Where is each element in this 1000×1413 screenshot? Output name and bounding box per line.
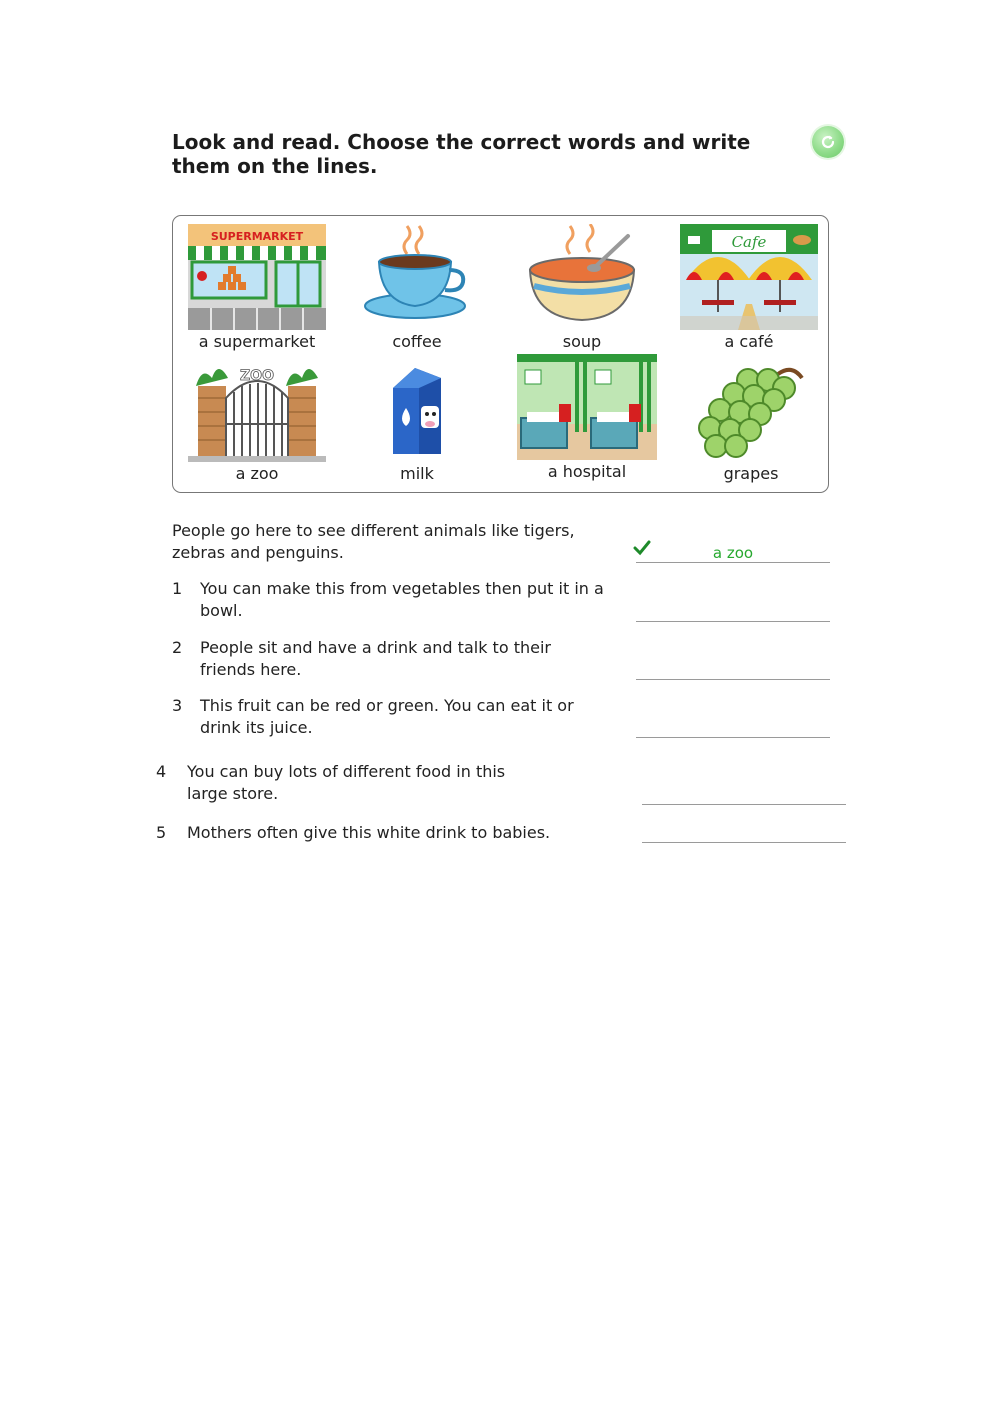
zoo-gate-icon xyxy=(188,358,326,462)
example-answer-line xyxy=(636,562,830,563)
question-number: 2 xyxy=(172,638,183,657)
cafe-icon xyxy=(680,224,818,330)
replay-button[interactable] xyxy=(812,126,844,158)
question-prompt: You can buy lots of different food in this large store. xyxy=(187,762,506,803)
example-answer: a zoo xyxy=(712,544,754,562)
svg-text:ZOO: ZOO xyxy=(240,368,274,384)
question-number: 5 xyxy=(156,823,167,842)
instructions-title: Look and read. Choose the correct words and write them on the lines. xyxy=(172,130,751,178)
grapes-icon xyxy=(686,358,816,462)
word-bank-item-cafe xyxy=(679,224,819,351)
word-bank-item-supermarket xyxy=(187,224,327,351)
svg-text:SUPERMARKET: SUPERMARKET xyxy=(210,230,304,243)
question-prompt: This fruit can be red or green. You can eat it or drink its juice. xyxy=(200,696,574,737)
word-bank-item-milk xyxy=(347,358,487,483)
word-bank-item-hospital xyxy=(517,354,657,481)
word-bank-item-grapes xyxy=(681,358,821,483)
answer-input-4[interactable] xyxy=(642,804,846,805)
word-bank-item-soup xyxy=(512,224,652,351)
word-label: a café xyxy=(724,332,774,351)
word-label: a supermarket xyxy=(198,332,316,351)
word-label: soup xyxy=(562,332,602,351)
milk-carton-icon xyxy=(357,358,477,462)
svg-text:Cafe: Cafe xyxy=(731,233,767,251)
soup-bowl-icon xyxy=(522,224,642,330)
coffee-cup-icon xyxy=(357,224,477,330)
word-label: a zoo xyxy=(235,464,279,483)
word-label: milk xyxy=(400,464,434,483)
replay-icon xyxy=(818,132,838,152)
example-prompt: People go here to see different animals like tigers, zebras and penguins. xyxy=(172,521,575,562)
answer-input-2[interactable] xyxy=(636,679,830,680)
question-prompt: Mothers often give this white drink to babies. xyxy=(187,823,551,842)
word-label: a hospital xyxy=(547,462,627,481)
question-prompt: People sit and have a drink and talk to their friends here. xyxy=(200,638,551,679)
answer-input-3[interactable] xyxy=(636,737,830,738)
answer-input-5[interactable] xyxy=(642,842,846,843)
question-number: 1 xyxy=(172,579,183,598)
word-bank-item-zoo xyxy=(187,358,327,483)
question-number: 4 xyxy=(156,762,167,781)
word-bank xyxy=(172,215,829,493)
question-prompt: You can make this from vegetables then put it in a bowl. xyxy=(200,579,604,620)
question-number: 3 xyxy=(172,696,183,715)
supermarket-icon xyxy=(188,224,326,330)
answer-input-1[interactable] xyxy=(636,621,830,622)
word-label: coffee xyxy=(392,332,442,351)
word-label: grapes xyxy=(723,464,779,483)
word-bank-item-coffee xyxy=(347,224,487,351)
hospital-icon xyxy=(517,354,657,460)
